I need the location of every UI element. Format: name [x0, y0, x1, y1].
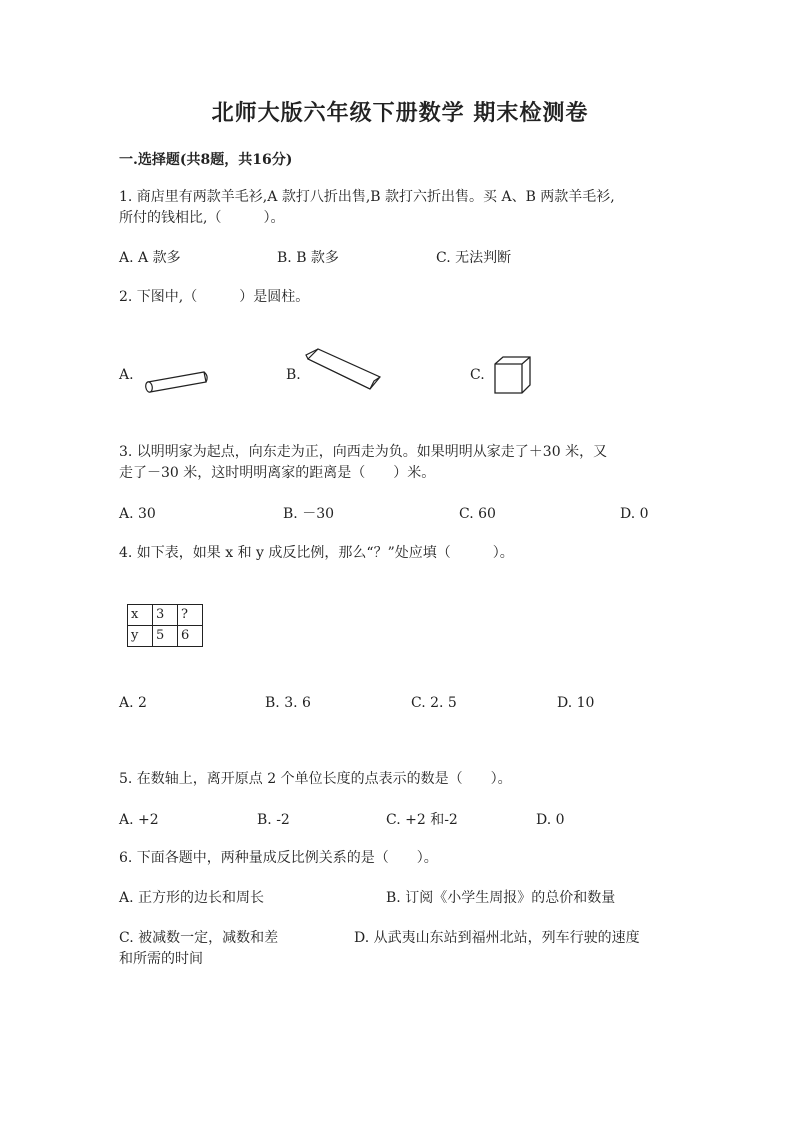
- cube-figure: [492, 354, 534, 396]
- table-cell: y: [128, 626, 153, 647]
- table-cell: ?: [178, 605, 203, 626]
- q2-text: 2. 下图中,（ ）是圆柱。: [119, 289, 310, 305]
- q2-option-c[interactable]: C.: [470, 367, 485, 383]
- table-row: [128, 605, 203, 626]
- q5-option-b[interactable]: B. -2: [257, 812, 290, 828]
- q6-text: 6. 下面各题中，两种量成反比例关系的是（ ）。: [119, 850, 438, 866]
- q2-option-b[interactable]: B.: [286, 367, 301, 383]
- section-heading: 一.选择题(共8题，共16分): [119, 152, 293, 168]
- q1-text-line2: 所付的钱相比,（ ）。: [119, 210, 285, 226]
- table-cell: 6: [178, 626, 203, 647]
- q3-option-c[interactable]: C. 60: [459, 506, 496, 522]
- q3-option-d[interactable]: D. 0: [620, 506, 649, 522]
- q6-option-d[interactable]: D. 从武夷山东站到福州北站，列车行驶的速度: [354, 930, 640, 946]
- table-cell: 3: [153, 605, 178, 626]
- q2-option-a[interactable]: A.: [119, 367, 134, 383]
- q1-option-c[interactable]: C. 无法判断: [436, 250, 512, 266]
- table-cell: x: [128, 605, 153, 626]
- table-row: [128, 626, 203, 647]
- q3-option-b[interactable]: B. －30: [283, 506, 335, 522]
- q5-option-a[interactable]: A. +2: [119, 812, 159, 828]
- q6-option-d-continued: 和所需的时间: [119, 951, 203, 967]
- page-title: 北师大版六年级下册数学 期末检测卷: [211, 100, 589, 126]
- q6-option-a[interactable]: A. 正方形的边长和周长: [119, 890, 265, 906]
- q3-text-line1: 3. 以明明家为起点，向东走为正，向西走为负。如果明明从家走了＋30 米，又: [119, 444, 608, 460]
- q5-option-c[interactable]: C. +2 和-2: [386, 812, 458, 828]
- q3-text-line2: 走了－30 米，这时明明离家的距离是（ ）米。: [119, 465, 436, 481]
- triangular-prism-figure: [304, 345, 384, 395]
- q1-option-a[interactable]: A. A 款多: [119, 250, 181, 266]
- q4-option-a[interactable]: A. 2: [119, 695, 147, 711]
- q5-option-d[interactable]: D. 0: [536, 812, 565, 828]
- table-cell: 5: [153, 626, 178, 647]
- q4-option-b[interactable]: B. 3. 6: [265, 695, 311, 711]
- q6-option-c[interactable]: C. 被减数一定，减数和差: [119, 930, 279, 946]
- q1-text-line1: 1. 商店里有两款羊毛衫,A 款打八折出售,B 款打六折出售。买 A、B 两款羊毛衫,: [119, 189, 615, 205]
- cylinder-figure: [140, 368, 212, 398]
- q4-option-c[interactable]: C. 2. 5: [411, 695, 457, 711]
- q6-option-b[interactable]: B. 订阅《小学生周报》的总价和数量: [386, 890, 616, 906]
- q4-option-d[interactable]: D. 10: [557, 695, 595, 711]
- q5-text: 5. 在数轴上，离开原点 2 个单位长度的点表示的数是（ ）。: [119, 771, 512, 787]
- q4-text: 4. 如下表，如果 x 和 y 成反比例，那么“？”处应填（ ）。: [119, 545, 514, 561]
- q3-option-a[interactable]: A. 30: [119, 506, 156, 522]
- xy-table: [127, 604, 203, 647]
- q1-option-b[interactable]: B. B 款多: [277, 250, 339, 266]
